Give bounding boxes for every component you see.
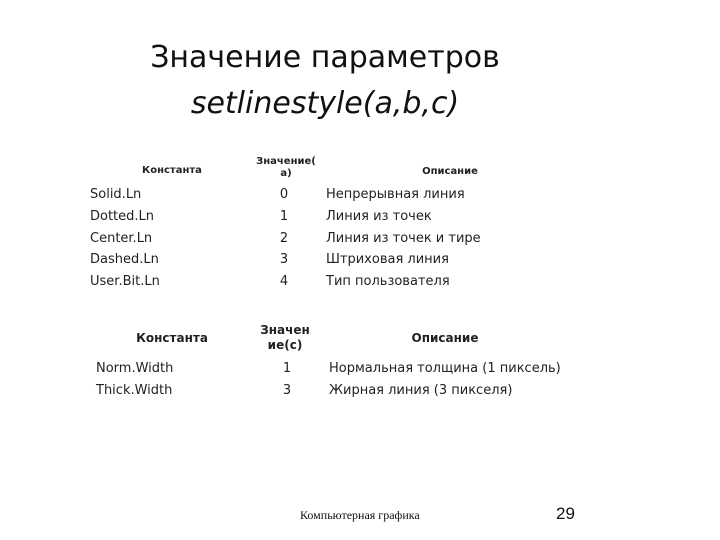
page-number: 29 [556,504,575,523]
table2-header-description: Описание [411,331,479,345]
slide-title: Значение параметров [150,40,500,75]
slide-subtitle: setlinestyle(a,b,c) [190,86,460,121]
table1-row-name: Center.Ln [90,231,153,246]
table1-row-name: Solid.Ln [90,187,142,202]
table1-row-desc: Непрерывная линия [326,187,465,202]
table1-row-name: User.Bit.Ln [90,274,160,289]
table1-row-desc: Линия из точек [326,209,432,224]
table1-row-name: Dashed.Ln [90,252,159,267]
table1-header-value-line2: а) [280,168,292,179]
table1-row-value: 4 [279,274,289,289]
table1-row-name: Dotted.Ln [90,209,155,224]
table2-row-desc: Жирная линия (3 пикселя) [329,383,513,398]
table1-header-description: Описание [422,166,478,177]
table2-header-value-line2: ие(с) [267,338,303,352]
footer-text: Компьютерная графика [300,508,420,522]
table1-header-constant: Константа [142,165,202,176]
table2-header-value-line1: Значен [260,323,310,337]
table2-row-value: 3 [282,383,292,398]
table1-row-desc: Штриховая линия [326,252,449,267]
table1-header-value-line1: Значение( [256,156,316,167]
table2-row-desc: Нормальная толщина (1 пиксель) [329,361,561,376]
table1-row-value: 0 [279,187,289,202]
table1-row-value: 3 [279,252,289,267]
table1-row-desc: Линия из точек и тире [326,231,481,246]
table2-header-constant: Константа [136,331,208,345]
table2-row-value: 1 [282,361,292,376]
table1-row-desc: Тип пользователя [326,274,450,289]
table2-header-value [245,323,325,353]
table1-header-value [246,156,326,180]
table1-row-value: 1 [279,209,289,224]
table2-row-name: Thick.Width [96,383,173,398]
table1-row-value: 2 [279,231,289,246]
table2-row-name: Norm.Width [96,361,174,376]
